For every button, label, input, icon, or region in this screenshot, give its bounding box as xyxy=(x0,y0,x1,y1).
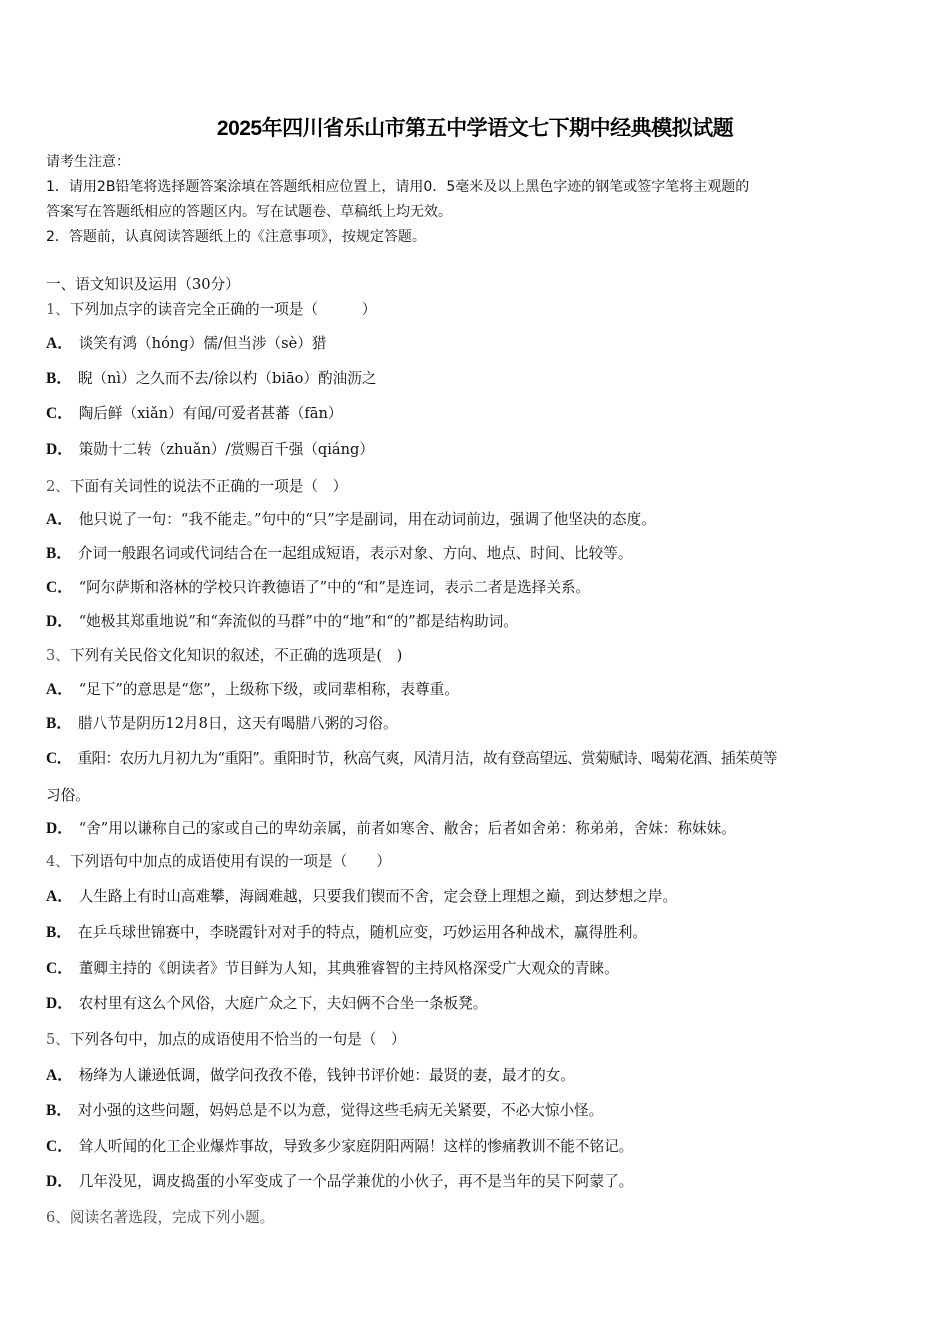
option-letter: D． xyxy=(46,995,73,1012)
option-letter: C． xyxy=(46,1138,73,1155)
question-5-stem xyxy=(46,1030,406,1050)
question-number: 1、 xyxy=(46,301,70,318)
option-letter: B． xyxy=(46,545,72,562)
question-3-option-a xyxy=(46,680,459,700)
question-1-option-a xyxy=(46,334,326,354)
option-letter: D． xyxy=(46,613,73,630)
question-4-option-d xyxy=(46,994,487,1014)
option-letter: B． xyxy=(46,1102,72,1119)
question-2-option-c xyxy=(46,578,590,598)
question-3-option-c-continuation: 习俗。 xyxy=(46,787,90,804)
question-1-option-d xyxy=(46,440,374,460)
option-letter: C． xyxy=(46,405,73,422)
page-title: 2025年四川省乐山市第五中学语文七下期中经典模拟试题 xyxy=(216,117,734,140)
option-letter: B． xyxy=(46,715,72,732)
question-1-stem xyxy=(46,300,376,320)
section-heading: 一、语文知识及运用（30分） xyxy=(46,276,240,293)
question-text: 下列加点字的读音完全正确的一项是（ ） xyxy=(69,301,377,318)
question-1-option-c xyxy=(46,404,342,424)
option-text: 农村里有这么个风俗，大庭广众之下，夫妇俩不合坐一条板凳。 xyxy=(78,995,488,1012)
question-4-option-a xyxy=(46,887,677,907)
option-letter: D． xyxy=(46,441,73,458)
option-letter: A． xyxy=(46,335,73,352)
question-3-option-c xyxy=(46,749,777,769)
option-letter: A． xyxy=(46,888,73,905)
question-1-option-b xyxy=(46,369,376,389)
option-text: 介词一般跟名词或代词结合在一起组成短语，表示对象、方向、地点、时间、比较等。 xyxy=(77,545,633,562)
question-4-option-c xyxy=(46,959,619,979)
option-letter: C． xyxy=(46,960,73,977)
notice-line-1: 1．请用2B铅笔将选择题答案涂填在答题纸相应位置上，请用0．5毫米及以上黑色字迹的钢笔或签字笔将主观题的 xyxy=(46,179,750,195)
option-text: 陶后鲜（xiǎn）有闻/可爱者甚蕃（fān） xyxy=(78,405,343,422)
option-text: 人生路上有时山高难攀，海阔难越，只要我们锲而不舍，定会登上理想之巅，到达梦想之岸。 xyxy=(78,888,678,905)
option-letter: D． xyxy=(46,1173,73,1190)
question-text: 下列有关民俗文化知识的叙述，不正确的选项是( ) xyxy=(69,647,403,664)
option-letter: B． xyxy=(46,370,72,387)
option-text: 重阳：农历九月初九为“重阳”。重阳时节，秋高气爽，风清月洁，故有登高望远、赏菊赋诗、喝菊花酒、插茱萸等 xyxy=(77,750,777,767)
question-4-stem xyxy=(46,852,391,872)
option-text: 几年没见，调皮捣蛋的小军变成了一个品学兼优的小伙子，再不是当年的吴下阿蒙了。 xyxy=(78,1173,634,1190)
question-5-option-d xyxy=(46,1172,633,1192)
notice-line-3: 2．答题前，认真阅读答题纸上的《注意事项》，按规定答题。 xyxy=(46,229,426,245)
question-2-stem xyxy=(46,477,347,497)
question-5-option-c xyxy=(46,1137,633,1157)
question-number: 2、 xyxy=(46,478,70,495)
option-letter: D． xyxy=(46,820,73,837)
question-number: 6、 xyxy=(46,1209,70,1226)
question-text: 下面有关词性的说法不正确的一项是（ ） xyxy=(69,478,348,495)
notice-heading: 请考生注意： xyxy=(46,154,130,170)
option-text: 耸人听闻的化工企业爆炸事故，导致多少家庭阴阳两隔！这样的惨痛教训不能不铭记。 xyxy=(78,1138,634,1155)
option-letter: A． xyxy=(46,681,73,698)
option-letter: C． xyxy=(46,579,73,596)
question-3-stem xyxy=(46,646,402,666)
notice-line-2: 答案写在答题纸相应的答题区内。写在试题卷、草稿纸上均无效。 xyxy=(46,204,452,220)
question-3-option-b xyxy=(46,714,398,734)
question-3-option-d xyxy=(46,819,736,839)
option-text: “阿尔萨斯和洛林的学校只许教德语了”中的“和”是连词，表示二者是选择关系。 xyxy=(78,579,591,596)
option-letter: A． xyxy=(46,511,73,528)
option-text: 谈笑有鸿（hóng）儒/但当涉（sè）猎 xyxy=(78,335,327,352)
option-text: 他只说了一句：“我不能走。”句中的“只”字是副词，用在动词前边，强调了他坚决的态度。 xyxy=(78,511,656,528)
question-number: 4、 xyxy=(46,853,70,870)
option-letter: A． xyxy=(46,1067,73,1084)
question-5-option-a xyxy=(46,1066,575,1086)
question-text: 下列语句中加点的成语使用有误的一项是（ ） xyxy=(69,853,391,870)
question-number: 3、 xyxy=(46,647,70,664)
option-text: 腊八节是阴历12月8日，这天有喝腊八粥的习俗。 xyxy=(77,715,398,732)
question-2-option-a xyxy=(46,510,656,530)
option-text: 杨绛为人谦逊低调，做学问孜孜不倦，钱钟书评价她：最贤的妻，最才的女。 xyxy=(78,1067,575,1084)
question-text: 下列各句中，加点的成语使用不恰当的一句是（ ） xyxy=(69,1031,406,1048)
question-5-option-b xyxy=(46,1101,603,1121)
question-4-option-b xyxy=(46,923,647,943)
option-text: 在乒乓球世锦赛中，李晓霞针对对手的特点，随机应变，巧妙运用各种战术，赢得胜利。 xyxy=(77,924,648,941)
option-text: 对小强的这些问题，妈妈总是不以为意，觉得这些毛病无关紧要，不必大惊小怪。 xyxy=(77,1102,604,1119)
option-text: “舍”用以谦称自己的家或自己的卑幼亲属，前者如寒舍、敝舍；后者如舍弟：称弟弟，舍妹：称妹妹。 xyxy=(78,820,736,837)
question-6-stem xyxy=(46,1208,274,1228)
option-letter: C． xyxy=(46,750,72,767)
option-text: “她极其郑重地说”和“奔流似的马群”中的“地”和“的”都是结构助词。 xyxy=(78,613,518,630)
question-number: 5、 xyxy=(46,1031,70,1048)
option-text: 策勋十二转（zhuǎn）/赏赐百千强（qiáng） xyxy=(78,441,374,458)
option-letter: B． xyxy=(46,924,72,941)
question-2-option-b xyxy=(46,544,632,564)
option-text: 睨（nì）之久而不去/徐以杓（biāo）酌油沥之 xyxy=(77,370,377,387)
question-2-option-d xyxy=(46,612,518,632)
option-text: “足下”的意思是“您”，上级称下级，或同辈相称，表尊重。 xyxy=(78,681,459,698)
option-text: 董卿主持的《朗读者》节目鲜为人知，其典雅睿智的主持风格深受广大观众的青睐。 xyxy=(78,960,619,977)
question-text: 阅读名著选段，完成下列小题。 xyxy=(69,1209,275,1226)
